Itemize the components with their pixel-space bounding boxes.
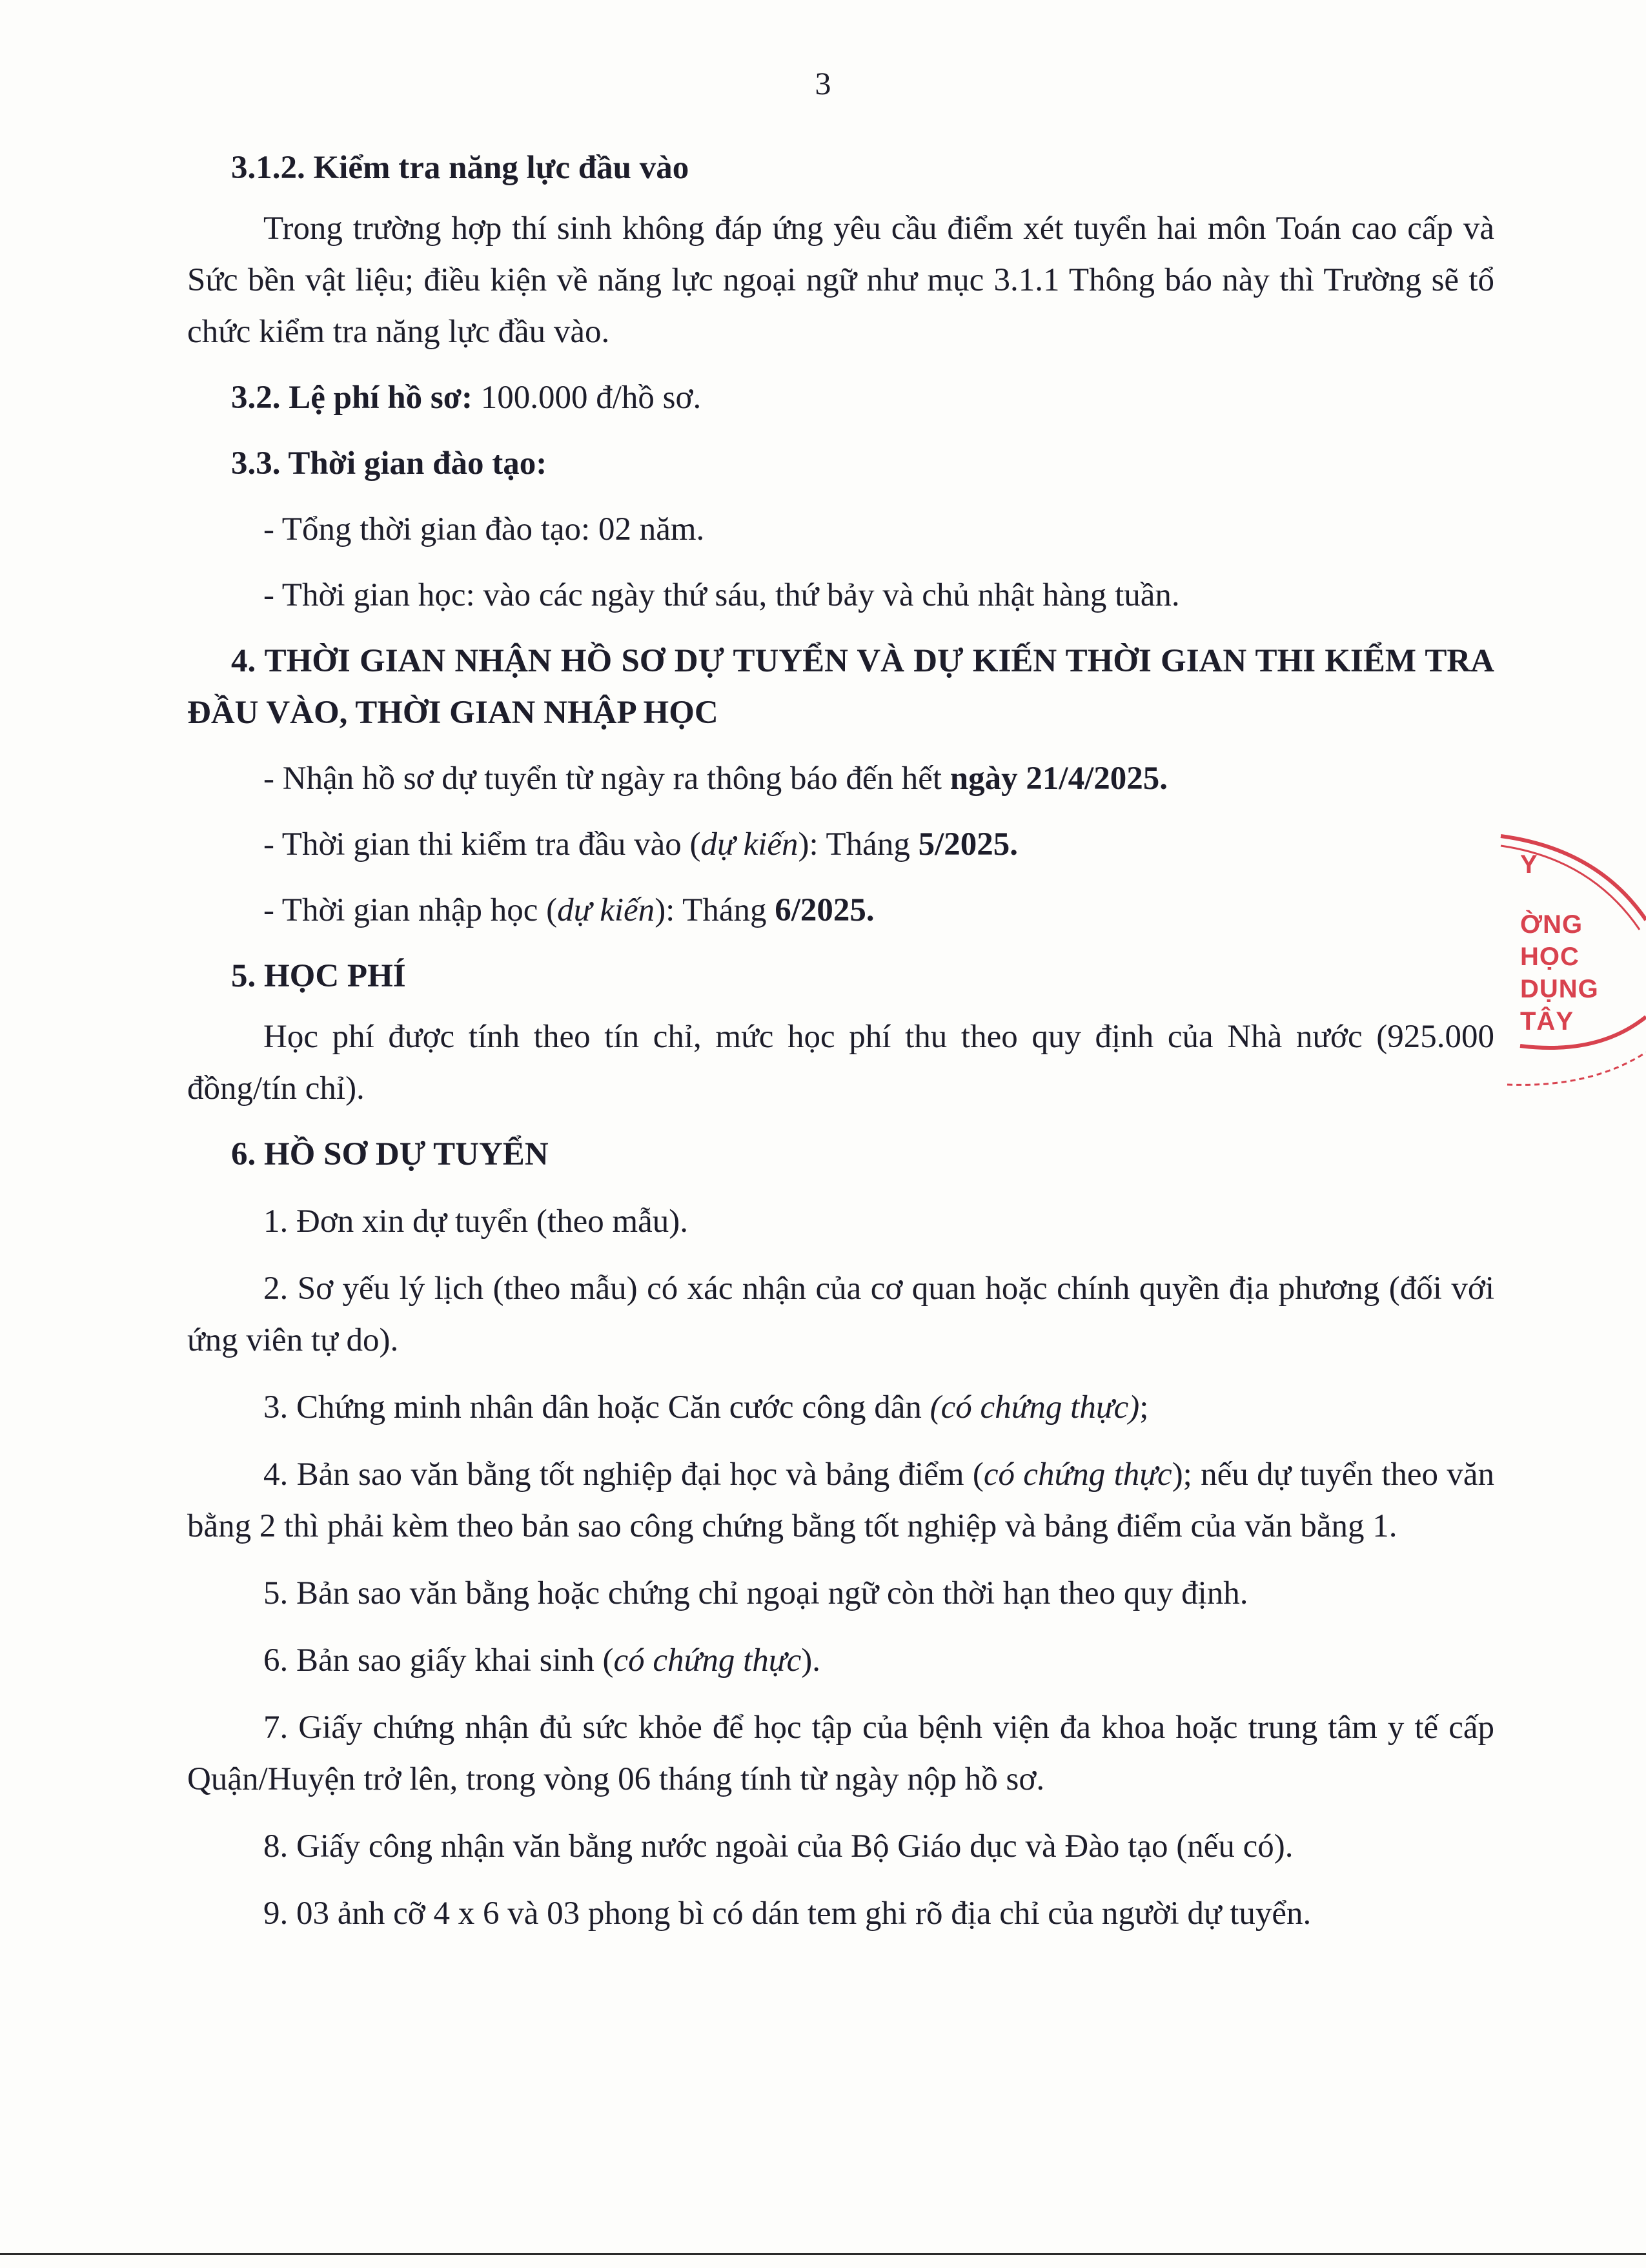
s4-item-3 — [187, 884, 1494, 936]
stamp-text-line: ỜNG — [1520, 910, 1583, 939]
s6-item-6 — [187, 1635, 1494, 1686]
s6-item-6-tail: ). — [801, 1642, 820, 1679]
s6-item-3-tail: ; — [1139, 1389, 1149, 1425]
s6-item-2: 2. Sơ yếu lý lịch (theo mẫu) có xác nhận của cơ quan hoặc chính quyền địa phương (đối với ứng viên tự do). — [187, 1271, 1494, 1358]
s4-item-3-text: - Thời gian nhập học ( — [263, 892, 558, 928]
s6-item-7: 7. Giấy chứng nhận đủ sức khỏe để học tập của bệnh viện đa khoa hoặc trung tâm y tế cấp Quận/Huyện trở lên, trong vòng 06 tháng tính từ ngày nộp hồ sơ. — [187, 1710, 1494, 1797]
stamp-text-line: DỤNG — [1520, 975, 1599, 1003]
s6-item-1: 1. Đơn xin dự tuyển (theo mẫu). — [263, 1203, 688, 1240]
stamp-text-line: Y — [1520, 850, 1538, 879]
s6-item-6-italic: có chứng thực — [613, 1642, 802, 1679]
s4-item-3-text2: ): Tháng — [655, 892, 775, 928]
s4-item-1 — [187, 753, 1494, 804]
s6-item-8: 8. Giấy công nhận văn bằng nước ngoài của Bộ Giáo dục và Đào tạo (nếu có). — [263, 1828, 1294, 1864]
heading-4: 4. THỜI GIAN NHẬN HỒ SƠ DỰ TUYỂN VÀ DỰ KIẾN THỜI GIAN THI KIỂM TRA ĐẦU VÀO, THỜI GIAN NHẬP HỌC — [187, 643, 1494, 731]
s6-item-4-text: 4. Bản sao văn bằng tốt nghiệp đại học và bảng điểm ( — [263, 1456, 984, 1493]
s4-item-1-date: ngày 21/4/2025. — [950, 761, 1168, 797]
heading-3-2 — [187, 372, 1494, 424]
s6-item-4-italic: có chứng thực — [983, 1456, 1172, 1493]
s4-item-2-italic: dự kiến — [700, 826, 798, 863]
fee-value: 100.000 đ/hồ sơ. — [472, 380, 702, 416]
scan-bottom-edge — [0, 2253, 1646, 2255]
s6-item-4-tail: ); nếu dự tuyển theo văn bằng 2 thì phải kèm theo bản sao công chứng bằng tốt nghiệp và bảng điểm của văn bằng 1. — [187, 1456, 1494, 1544]
s4-item-2-text: - Thời gian thi kiểm tra đầu vào ( — [263, 826, 701, 863]
stamp-text-line: TÂY — [1520, 1007, 1574, 1036]
s6-item-9: 9. 03 ảnh cỡ 4 x 6 và 03 phong bì có dán tem ghi rõ địa chỉ của người dự tuyển. — [263, 1895, 1312, 1932]
fee-label: 3.2. Lệ phí hồ sơ: — [231, 380, 472, 416]
s4-item-2-date: 5/2025. — [918, 826, 1018, 863]
s6-item-5: 5. Bản sao văn bằng hoặc chứng chỉ ngoại ngữ còn thời hạn theo quy định. — [263, 1575, 1248, 1611]
partial-red-stamp — [1494, 823, 1646, 1127]
document-body — [187, 142, 1494, 1939]
s6-item-6-text: 6. Bản sao giấy khai sinh ( — [263, 1642, 614, 1679]
tuition-paragraph: Học phí được tính theo tín chỉ, mức học phí thu theo quy định của Nhà nước (925.000 đồng/tín chỉ). — [187, 1019, 1494, 1107]
heading-3-1-2: 3.1.2. Kiểm tra năng lực đầu vào — [231, 150, 689, 186]
s6-item-3-italic: (có chứng thực) — [930, 1389, 1140, 1425]
s4-item-2-text2: ): Tháng — [798, 826, 919, 863]
training-duration: - Tổng thời gian đào tạo: 02 năm. — [263, 511, 705, 547]
paragraph-3-1-2: Trong trường hợp thí sinh không đáp ứng yêu cầu điểm xét tuyển hai môn Toán cao cấp và Sức bền vật liệu; điều kiện về năng lực ngoại ngữ như mục 3.1.1 Thông báo này thì Trường sẽ tổ chức kiểm tra năng lực đầu vào. — [187, 210, 1494, 350]
heading-6: 6. HỒ SƠ DỰ TUYỂN — [231, 1136, 549, 1172]
heading-3-3: 3.3. Thời gian đào tạo: — [231, 445, 547, 482]
s6-item-3-text: 3. Chứng minh nhân dân hoặc Căn cước công dân — [263, 1389, 930, 1425]
s6-item-4 — [187, 1449, 1494, 1552]
study-schedule: - Thời gian học: vào các ngày thứ sáu, thứ bảy và chủ nhật hàng tuần. — [263, 577, 1180, 613]
s4-item-3-date: 6/2025. — [775, 892, 875, 928]
s4-item-2 — [187, 819, 1494, 870]
s6-item-3 — [187, 1382, 1494, 1433]
stamp-text-line: HỌC — [1520, 943, 1580, 971]
s4-item-3-italic: dự kiến — [557, 892, 655, 928]
page-number: 3 — [815, 65, 831, 101]
heading-5: 5. HỌC PHÍ — [231, 958, 406, 994]
s4-item-1-text: - Nhận hồ sơ dự tuyển từ ngày ra thông báo đến hết — [263, 761, 950, 797]
